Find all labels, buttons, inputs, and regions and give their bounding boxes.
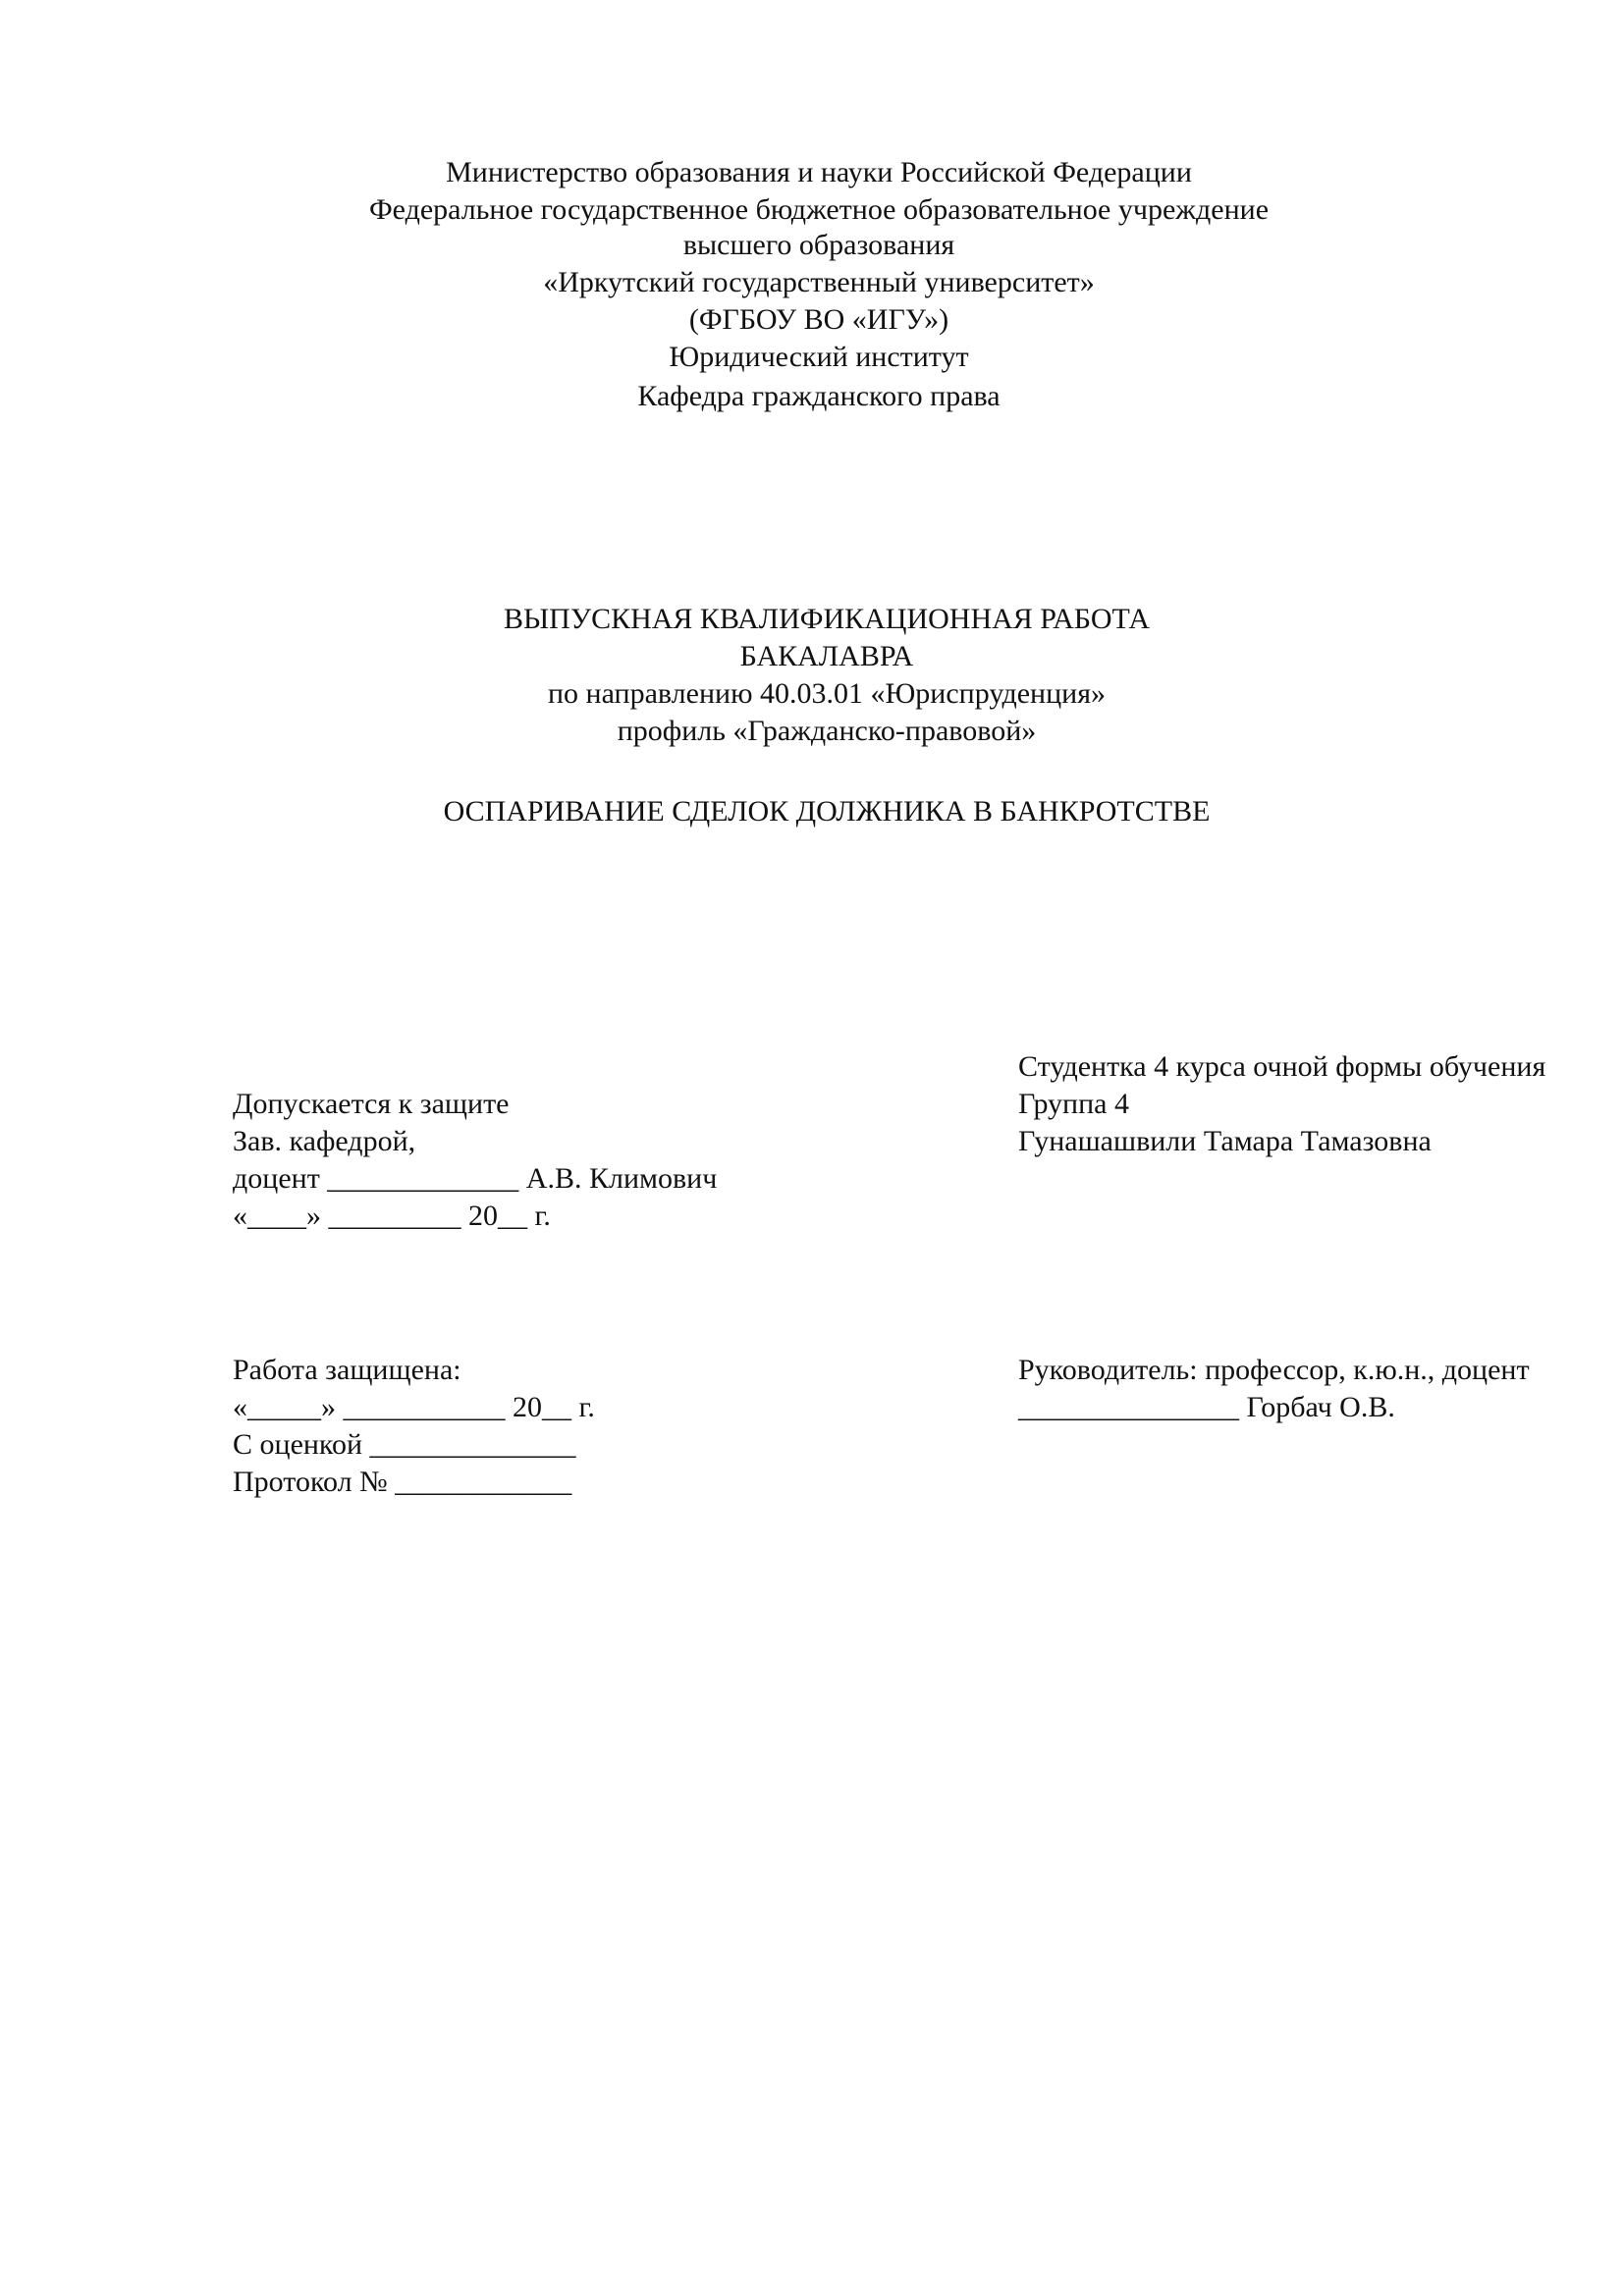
university-name-line: «Иркутский государственный университет»: [543, 266, 1095, 298]
student-course-line: Студентка 4 курса очной формы обучения: [1018, 1050, 1546, 1083]
ministry-line: Министерство образования и науки Российской Федерации: [446, 156, 1192, 188]
student-group-line: Группа 4: [1018, 1088, 1129, 1120]
profile-line: профиль «Гражданско-правовой»: [617, 715, 1037, 747]
institution-type-line: Федеральное государственное бюджетное образовательное учреждение: [368, 193, 1270, 226]
grade-line: С оценкой ______________: [233, 1428, 576, 1461]
defense-line: Работа защищена:: [233, 1354, 461, 1386]
student-name-line: Гунашашвили Тамара Тамазовна: [1018, 1125, 1432, 1157]
supervisor-block: [1018, 1352, 1617, 1426]
direction-line: по направлению 40.03.01 «Юриспруденция»: [548, 677, 1106, 710]
supervisor-title-line: Руководитель: профессор, к.ю.н., доцент: [1018, 1354, 1530, 1386]
institute-line: Юридический институт: [669, 341, 969, 373]
head-of-department-line: Зав. кафедрой,: [233, 1125, 416, 1157]
education-level-line: высшего образования: [682, 229, 955, 261]
work-type-line: ВЫПУСКНАЯ КВАЛИФИКАЦИОННАЯ РАБОТА: [504, 603, 1150, 635]
student-block: [1018, 1048, 1617, 1160]
admission-block: [233, 1086, 979, 1235]
supervisor-signature-line: _______________ Горбач О.В.: [1018, 1391, 1395, 1423]
thesis-title: ОСПАРИВАНИЕ СДЕЛОК ДОЛЖНИКА В БАНКРОТСТВЕ: [443, 795, 1211, 828]
thesis-title-block: [0, 793, 1624, 830]
defense-block: [233, 1352, 979, 1501]
work-type-block: [0, 601, 1624, 750]
institution-header: [0, 153, 1624, 416]
admission-line: Допускается к защите: [233, 1088, 510, 1120]
defense-date-line: «_____» ___________ 20__ г.: [233, 1391, 595, 1423]
head-signature-line: доцент _____________ А.В. Климович: [233, 1162, 718, 1195]
degree-line: БАКАЛАВРА: [739, 640, 914, 672]
department-line: Кафедра гражданского права: [637, 380, 1001, 412]
protocol-line: Протокол № ____________: [233, 1466, 572, 1498]
university-abbr-line: (ФГБОУ ВО «ИГУ»): [688, 303, 949, 336]
admission-date-line: «____» _________ 20__ г.: [233, 1200, 551, 1232]
